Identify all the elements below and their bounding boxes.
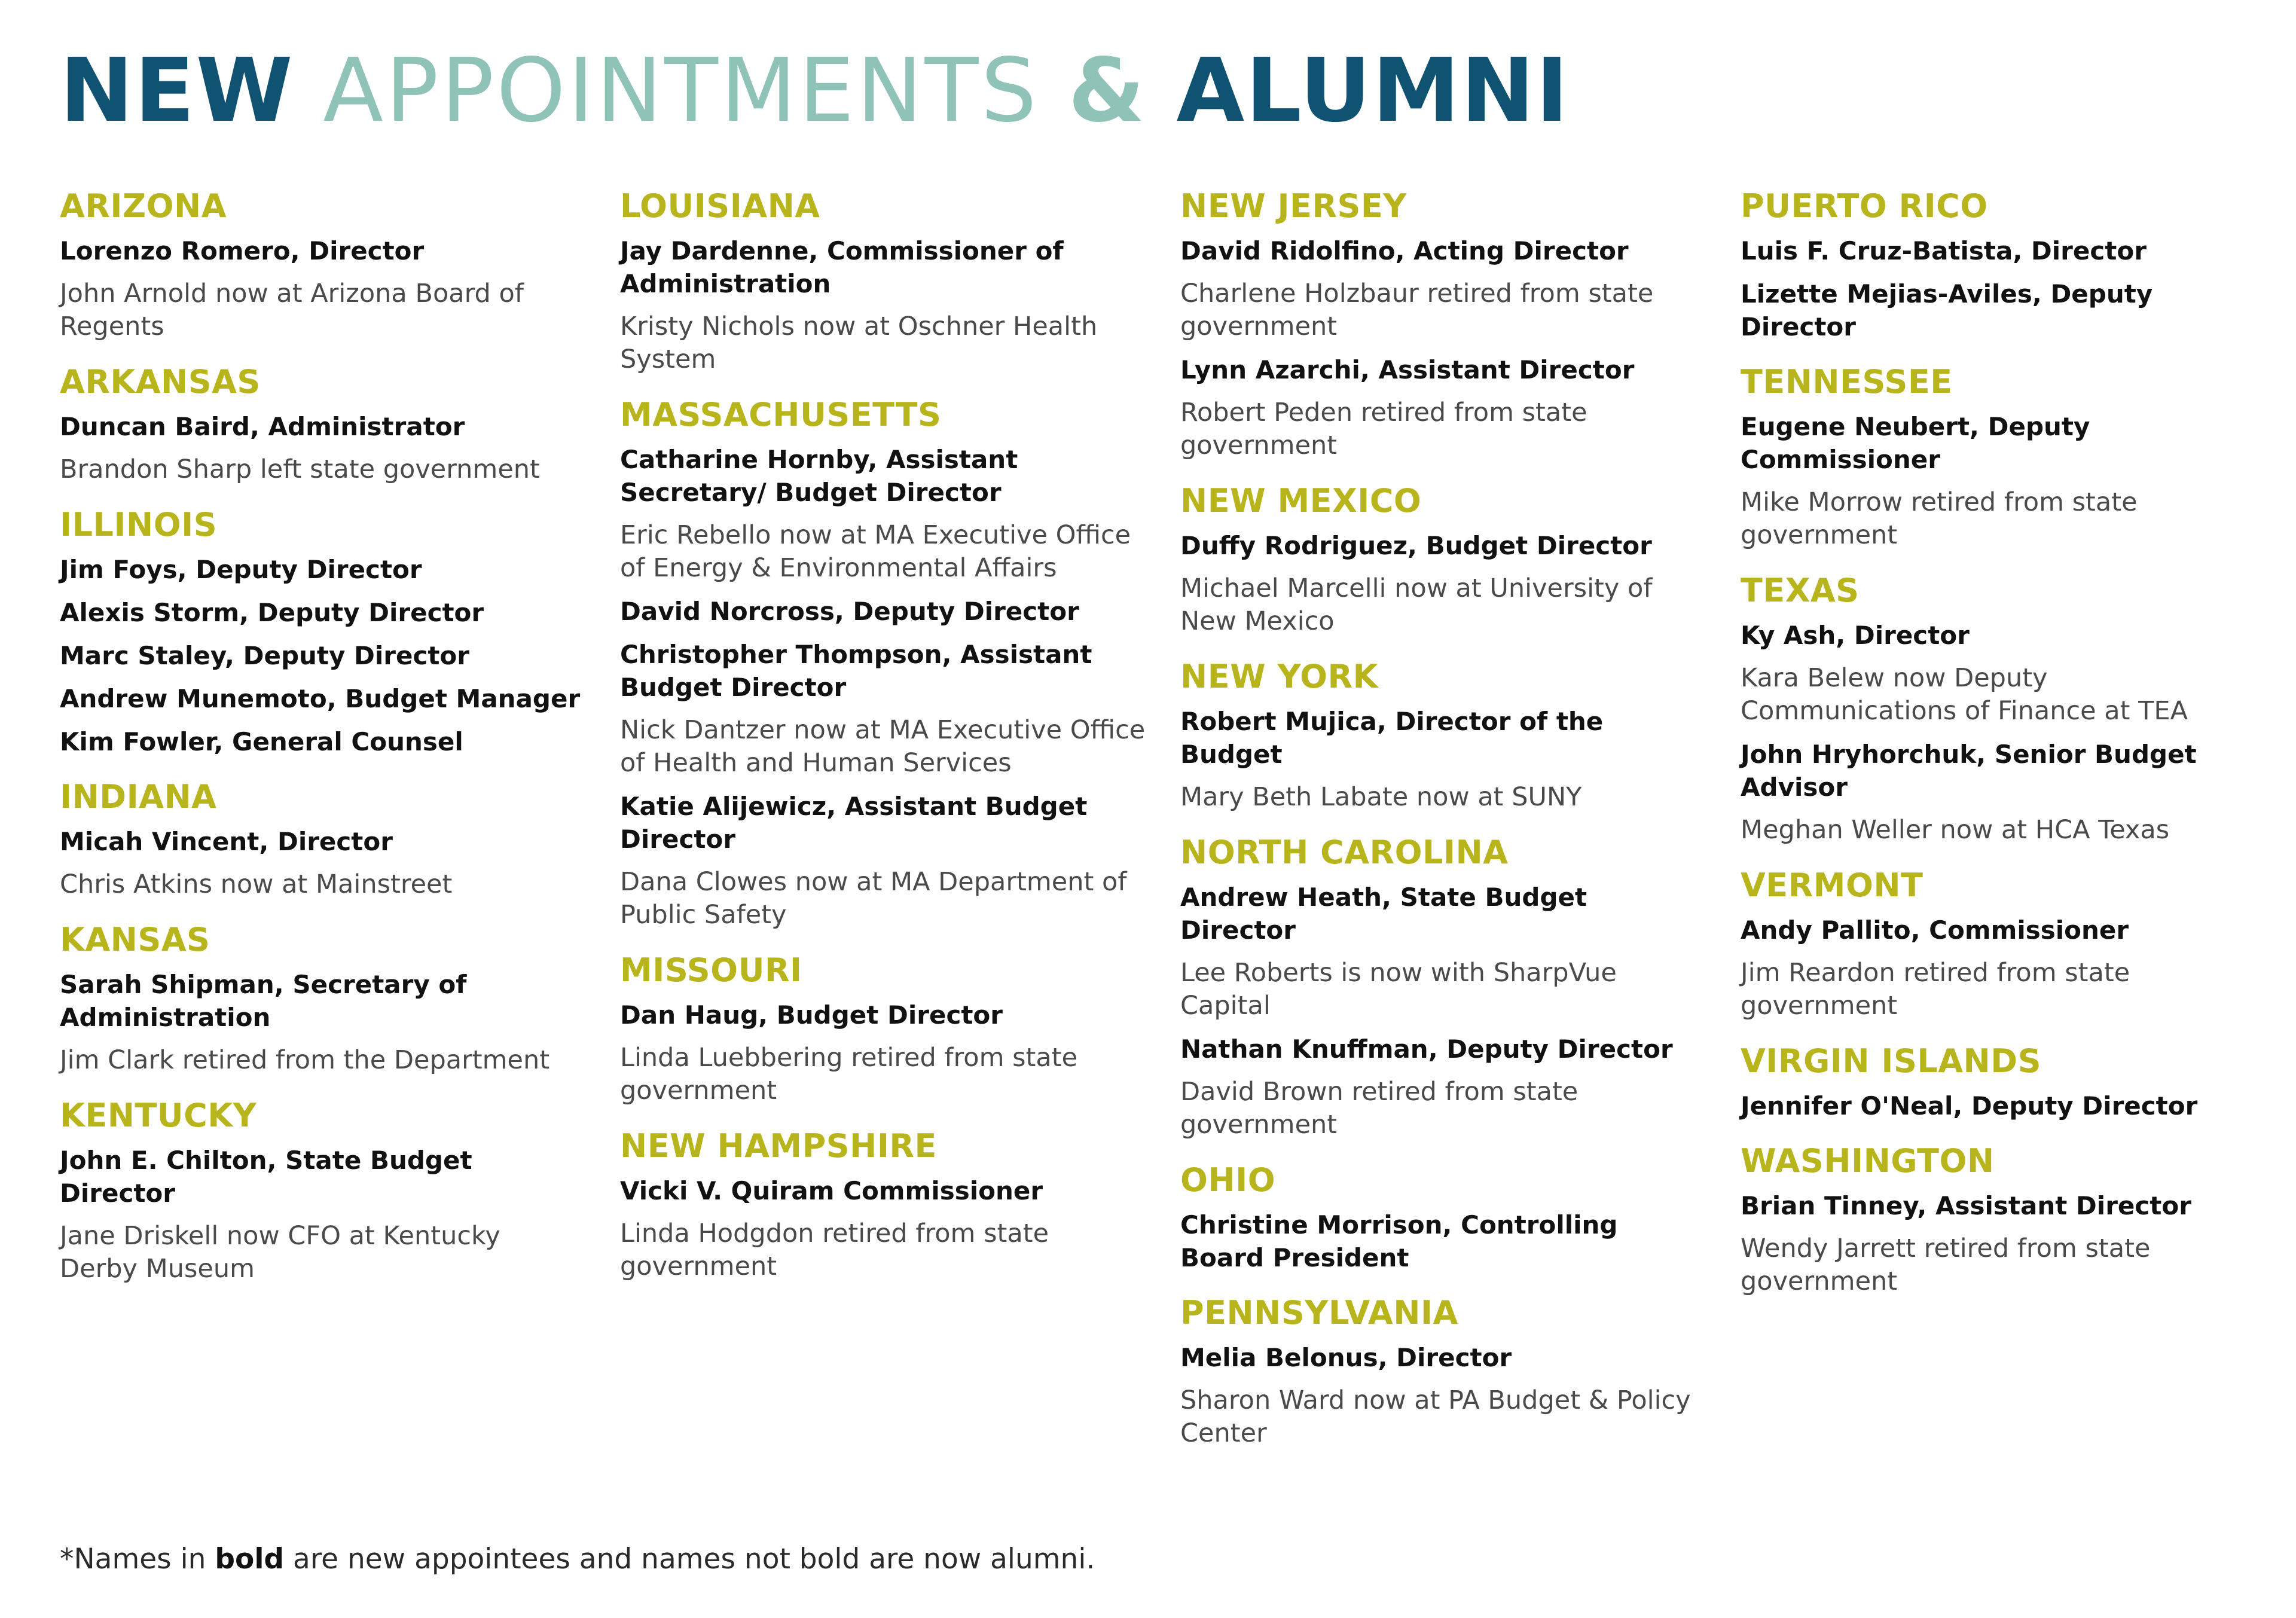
state-section: [60, 362, 586, 486]
alumni-note: Meghan Weller now at HCA Texas: [1741, 815, 2170, 845]
appointee-name: Nathan Knuffman, Deputy Director: [1180, 1034, 1673, 1064]
column-1: [60, 187, 586, 1286]
column-4: [1741, 187, 2267, 1298]
alumni-note: Mike Morrow retired from state government: [1741, 487, 2138, 550]
alumni-note: John Arnold now at Arizona Board of Regents: [60, 279, 524, 341]
alumni-note: Charlene Holzbaur retired from state government: [1180, 279, 1654, 341]
state-section: [60, 777, 586, 901]
title-alumni: ALUMNI: [1176, 39, 1570, 142]
state-section: [1741, 571, 2267, 847]
appointee-name: Christine Morrison, Controlling Board President: [1180, 1210, 1618, 1272]
appointee-name: Ky Ash, Director: [1741, 621, 1970, 650]
state-heading: NEW YORK: [1180, 658, 1378, 695]
appointee-name: Luis F. Cruz-Batista, Director: [1741, 236, 2147, 265]
footnote-suffix: are new appointees and names not bold are now alumni.: [293, 1543, 1095, 1576]
alumni-note: Kristy Nichols now at Oschner Health System: [620, 312, 1098, 374]
state-section: [620, 1127, 1146, 1283]
appointee-name: Jennifer O'Neal, Deputy Director: [1741, 1091, 2198, 1121]
state-section: [60, 187, 586, 343]
state-section: [1180, 1293, 1706, 1450]
appointee-name: Melia Belonus, Director: [1180, 1343, 1512, 1372]
appointee-name: Andy Pallito, Commissioner: [1741, 915, 2129, 945]
state-heading: VIRGIN ISLANDS: [1741, 1042, 2041, 1080]
state-section: [1180, 1161, 1706, 1274]
state-section: [1741, 1141, 2267, 1298]
state-heading: ILLINOIS: [60, 506, 218, 544]
state-section: [1741, 1042, 2267, 1122]
state-section: [60, 920, 586, 1077]
alumni-note: Jim Reardon retired from state government: [1741, 958, 2130, 1021]
appointee-name: Duncan Baird, Administrator: [60, 412, 465, 441]
state-heading: PENNSYLVANIA: [1180, 1294, 1458, 1332]
state-section: [1180, 481, 1706, 638]
state-heading: INDIANA: [60, 778, 217, 816]
state-heading: TENNESSEE: [1741, 363, 1953, 401]
appointee-name: Micah Vincent, Director: [60, 827, 393, 856]
alumni-note: Brandon Sharp left state government: [60, 454, 540, 484]
state-heading: KENTUCKY: [60, 1097, 257, 1134]
alumni-note: Nick Dantzer now at MA Executive Office of Health and Human Services: [620, 715, 1146, 778]
state-section: [1741, 866, 2267, 1022]
state-heading: NEW JERSEY: [1180, 187, 1407, 225]
footnote-bold: bold: [215, 1543, 285, 1576]
column-3: [1180, 187, 1706, 1450]
appointee-name: Marc Staley, Deputy Director: [60, 641, 470, 670]
alumni-note: Mary Beth Labate now at SUNY: [1180, 782, 1582, 812]
appointee-name: Lorenzo Romero, Director: [60, 236, 425, 265]
appointee-name: Katie Alijewicz, Assistant Budget Director: [620, 792, 1088, 854]
appointee-name: David Ridolfino, Acting Director: [1180, 236, 1629, 265]
state-heading: WASHINGTON: [1741, 1142, 1995, 1180]
alumni-note: Jane Driskell now CFO at Kentucky Derby Museum: [60, 1221, 500, 1284]
alumni-note: Linda Luebbering retired from state government: [620, 1043, 1078, 1106]
appointee-name: Kim Fowler, General Counsel: [60, 727, 463, 756]
appointee-name: Eugene Neubert, Deputy Commissioner: [1741, 412, 2090, 474]
page-title: [60, 39, 1570, 142]
title-ampersand: &: [1068, 39, 1147, 142]
state-heading: VERMONT: [1741, 866, 1923, 904]
appointee-name: Brian Tinney, Assistant Director: [1741, 1191, 2191, 1220]
state-heading: ARKANSAS: [60, 363, 261, 401]
state-section: [1741, 187, 2267, 343]
state-heading: PUERTO RICO: [1741, 187, 1988, 225]
state-heading: MISSOURI: [620, 951, 802, 989]
state-section: [620, 395, 1146, 932]
column-2: [620, 187, 1146, 1283]
footnote: [60, 1543, 1095, 1576]
appointee-name: John E. Chilton, State Budget Director: [60, 1146, 472, 1208]
appointee-name: Robert Mujica, Director of the Budget: [1180, 707, 1604, 769]
state-section: [1180, 833, 1706, 1141]
appointee-name: Duffy Rodriguez, Budget Director: [1180, 531, 1652, 560]
state-heading: NORTH CAROLINA: [1180, 834, 1509, 871]
state-section: [60, 505, 586, 758]
state-section: [60, 1096, 586, 1286]
appointee-name: Alexis Storm, Deputy Director: [60, 598, 484, 627]
appointee-name: Vicki V. Quiram Commissioner: [620, 1176, 1043, 1205]
alumni-note: Robert Peden retired from state government: [1180, 398, 1587, 460]
appointee-name: Jim Foys, Deputy Director: [60, 555, 422, 584]
alumni-note: Wendy Jarrett retired from state government: [1741, 1234, 2151, 1296]
alumni-note: Lee Roberts is now with SharpVue Capital: [1180, 958, 1617, 1021]
appointee-name: Catharine Hornby, Assistant Secretary/ Budget Director: [620, 445, 1018, 507]
state-section: [1180, 657, 1706, 814]
state-heading: ARIZONA: [60, 187, 227, 225]
state-heading: MASSACHUSETTS: [620, 396, 942, 433]
alumni-note: Michael Marcelli now at University of New Mexico: [1180, 573, 1653, 636]
alumni-note: Jim Clark retired from the Department: [60, 1045, 550, 1075]
appointee-name: Lizette Mejias-Aviles, Deputy Director: [1741, 279, 2153, 341]
appointee-name: Dan Haug, Budget Director: [620, 1000, 1003, 1030]
appointee-name: Lynn Azarchi, Assistant Director: [1180, 355, 1635, 384]
state-heading: OHIO: [1180, 1161, 1276, 1199]
appointee-name: Andrew Munemoto, Budget Manager: [60, 684, 581, 713]
appointee-name: John Hryhorchuk, Senior Budget Advisor: [1741, 740, 2197, 802]
alumni-note: Eric Rebello now at MA Executive Office of Energy & Environmental Affairs: [620, 520, 1131, 583]
alumni-note: Sharon Ward now at PA Budget & Policy Center: [1180, 1385, 1691, 1448]
state-section: [620, 951, 1146, 1107]
state-heading: NEW HAMPSHIRE: [620, 1127, 937, 1165]
alumni-note: Kara Belew now Deputy Communications of Finance at TEA: [1741, 663, 2188, 726]
state-section: [1180, 187, 1706, 462]
appointee-name: Christopher Thompson, Assistant Budget Director: [620, 640, 1092, 702]
appointee-name: Sarah Shipman, Secretary of Administration: [60, 970, 467, 1032]
state-section: [620, 187, 1146, 376]
state-heading: KANSAS: [60, 921, 210, 958]
alumni-note: Dana Clowes now at MA Department of Public Safety: [620, 867, 1127, 930]
state-heading: NEW MEXICO: [1180, 482, 1422, 520]
title-new: NEW: [60, 39, 294, 142]
footnote-prefix: *Names in: [60, 1543, 206, 1576]
appointee-name: David Norcross, Deputy Director: [620, 597, 1079, 626]
appointee-name: Andrew Heath, State Budget Director: [1180, 883, 1587, 945]
alumni-note: David Brown retired from state government: [1180, 1077, 1578, 1140]
state-heading: LOUISIANA: [620, 187, 820, 225]
appointee-name: Jay Dardenne, Commissioner of Administration: [620, 236, 1064, 298]
state-heading: TEXAS: [1741, 572, 1860, 609]
title-appointments: APPOINTMENTS: [323, 39, 1039, 142]
state-section: [1741, 362, 2267, 552]
alumni-note: Linda Hodgdon retired from state government: [620, 1219, 1049, 1281]
alumni-note: Chris Atkins now at Mainstreet: [60, 869, 453, 899]
